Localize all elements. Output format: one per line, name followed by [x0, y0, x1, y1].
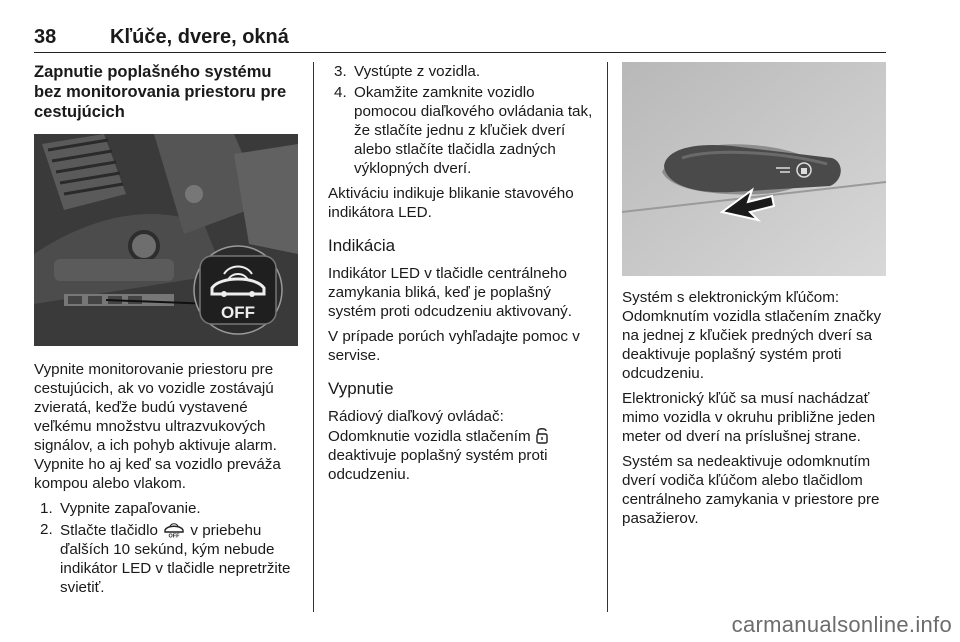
step-text: Okamžite zamknite vozidlo pomocou diaľkového ovládania tak, že stlačíte jednu z kľučiek dverí alebo stlačíte tlačidla zadných výklopných dverí.: [354, 84, 593, 177]
paragraph: Rádiový diaľkový ovládač:: [328, 408, 504, 425]
door-handle-figure: [622, 62, 886, 276]
list-item: [328, 62, 596, 81]
page-title: Kľúče, dvere, okná: [110, 26, 289, 48]
list-item: [328, 83, 596, 178]
paragraph: Systém sa nedeaktivuje odomknutím dverí vodiča kľúčom alebo tlačidlom centrálneho zamykania v priestore pre pasažierov.: [622, 453, 880, 527]
column-middle: [328, 62, 596, 490]
step-text: Vystúpte z vozidla.: [354, 63, 481, 80]
text-span: Odomknutie vozidla stlačením: [328, 428, 531, 445]
subheading-vypnutie: Vypnutie: [328, 379, 394, 398]
step-number: 3.: [334, 63, 347, 80]
unlock-icon: [535, 426, 549, 444]
paragraph: Vypnite monitorovanie priestoru pre cestujúcich, ak vo vozidle zostávajú zvieratá, keďže budú vystavené veľkému množstvu ultrazvukových signálov, a ich pohyb aktivuje alarm. Vypnite ho aj keď sa vozidlo preváža kompou alebo vlakom.: [34, 361, 281, 492]
watermark: carmanualsonline.info: [731, 612, 952, 637]
dashboard-figure: [34, 134, 298, 346]
alarm-off-icon: [162, 520, 186, 538]
paragraph: V prípade porúch vyhľadajte pomoc v servise.: [328, 328, 580, 364]
steps-list: [328, 62, 596, 178]
step-number: 4.: [334, 84, 347, 101]
list-item: [34, 520, 300, 597]
paragraph: Elektronický kľúč sa musí nachádzať mimo vozidla v okruhu približne jeden meter od dverí na príslušnej strane.: [622, 390, 876, 445]
step-text: Stlačte tlačidlo: [60, 522, 158, 539]
list-item: [34, 499, 300, 518]
column-divider: [607, 62, 608, 612]
off-label: OFF: [221, 303, 255, 322]
text-span: deaktivuje poplašný systém proti odcudzeniu.: [328, 447, 548, 483]
step-text: v priebehu ďalších 10 sekúnd, kým nebude indikátor LED v tlačidle nepretržite svietiť.: [60, 522, 291, 596]
step-number: 1.: [40, 500, 53, 517]
step-number: 2.: [40, 521, 53, 538]
steps-list: [34, 499, 300, 597]
column-left: [34, 62, 300, 603]
subheading-indikacia: Indikácia: [328, 236, 396, 255]
page-number: 38: [34, 26, 57, 48]
column-right: [622, 62, 888, 534]
paragraph: Systém s elektronickým kľúčom: Odomknutím vozidla stlačením značky na jednej z kľučiek predných dverí sa deaktivuje poplašný systém proti odcudzeniu.: [622, 289, 882, 382]
page-header: [34, 22, 886, 53]
paragraph: Aktiváciu indikuje blikanie stavového indikátora LED.: [328, 185, 574, 221]
column-divider: [313, 62, 314, 612]
paragraph: Indikátor LED v tlačidle centrálneho zamykania bliká, keď je poplašný systém proti odcudzeniu aktivovaný.: [328, 265, 572, 320]
step-text: Vypnite zapaľovanie.: [60, 500, 201, 517]
svg-text:OFF: OFF: [168, 533, 180, 538]
section-heading: Zapnutie poplašného systému bez monitorovania priestoru pre cestujúcich: [34, 63, 287, 121]
paragraph: [328, 426, 596, 484]
